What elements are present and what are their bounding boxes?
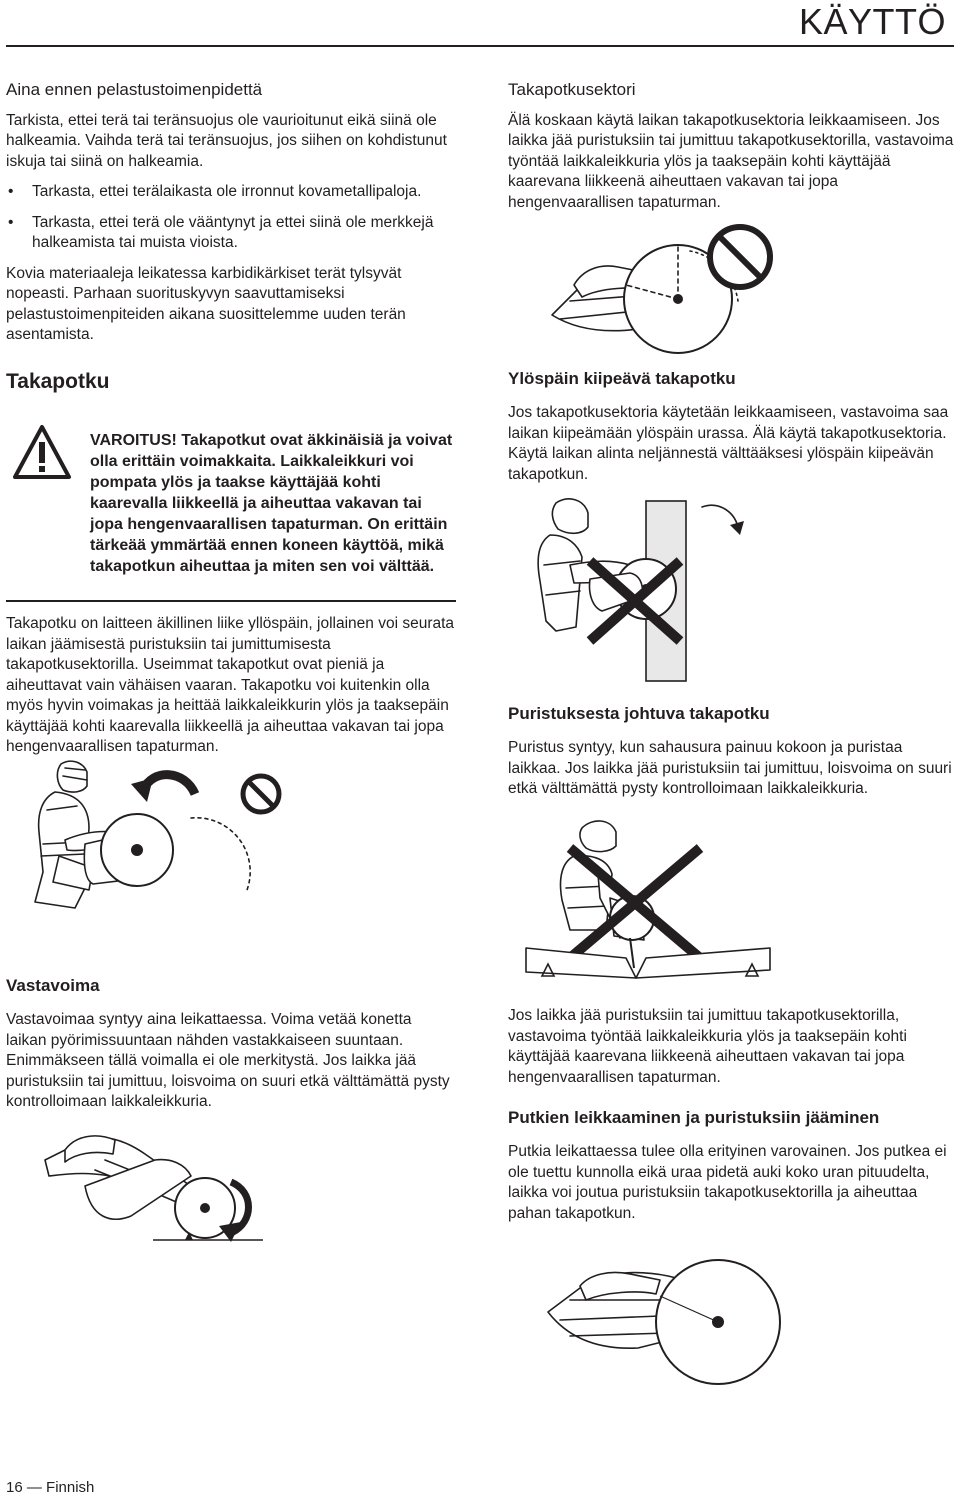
kickback-sector-title: Takapotkusektori xyxy=(508,80,636,99)
page-number: 16 xyxy=(6,1479,23,1496)
reaction-force-paragraph: Vastavoimaa syntyy aina leikattaessa. Voima vetää konetta laikan pyörimissuuntaan nähden vastakkaiseen suuntaan. Enimmäkseen tällä voimalla ei ole merkitystä. Jos laikka jää puristuksiin tai jumittuu, loisvoima on suuri etkä välttämättä pysty kontrolloimaan laikkaleikkuria. xyxy=(6,1011,450,1110)
warning-triangle-icon xyxy=(12,424,72,480)
reaction-force-title: Vastavoima xyxy=(6,976,100,995)
kickback-sector-section xyxy=(508,80,954,213)
pinch-kickback-title: Puristuksesta johtuva takapotku xyxy=(508,704,770,723)
pinch-kickback-illustration xyxy=(520,818,780,983)
before-rescue-intro: Tarkista, ettei terä tai teränsuojus ole vaurioitunut eikä siinä ole halkeamia. Vaihda terä tai teränsuojus, jos siihen on kohdistunut iskuja tai siinä on halkeamia. xyxy=(6,111,447,170)
operator-kickback-illustration xyxy=(25,760,295,910)
kickback-sector-paragraph: Älä koskaan käytä laikan takapotkusektoria leikkaamiseen. Jos laikka jää puristuksiin tai jumittuu takapotkusektorilla, vastavoima työntää laikkaleikkuria ylös ja taaksepäin kohti käyttäjää kaarevana liikkeenä aiheuttaen vakavan tai jopa hengenvaarallisen tapaturman. xyxy=(508,111,954,211)
warning-rule xyxy=(6,600,456,602)
pipes-paragraph: Putkia leikattaessa tulee olla erityinen varovainen. Jos putkea ei ole tuettu kunnolla eikä uraa pidetä auki koko uran pituudelta, laikka voi joutua puristuksiin takapotkusektorilla ja aiheuttaa pahan takapotkun. xyxy=(508,1143,947,1222)
kickback-title: Takapotku xyxy=(6,370,110,393)
check-list xyxy=(6,182,456,254)
section-title: KÄYTTÖ xyxy=(798,1,946,42)
page-footer xyxy=(6,1479,94,1496)
kickback-paragraph: Takapotku on laitteen äkillinen liike yllöspäin, jollainen voi seurata laikan jäämisestä puristuksiin tai jumittumisesta takapotkusektorilla. Useimmat takapotkut ovat pieniä ja aiheuttavat vain vähäisen vaaran. Takapotku voi kuitenkin olla myös hyvin voimakas ja heittää laikkaleikkurin ylös ja taaksepäin käyttäjää kohti kaarevalla liikkeellä ja aiheuttaa vakavan tai jopa hengenvaarallisen tapaturman. xyxy=(6,615,455,755)
footer-language: Finnish xyxy=(46,1479,95,1496)
footer-dash: — xyxy=(26,1479,42,1496)
before-rescue-title: Aina ennen pelastustoimenpidettä xyxy=(6,80,263,99)
pinch-kickback-paragraph: Puristus syntyy, kun sahausura painuu kokoon ja puristaa laikkaa. Jos laikka jää puristuksiin tai jumittuu, loisvoima on suuri etkä välttämättä pysty kontrolloimaan laikkaleikkuria. xyxy=(508,739,952,797)
check-list-item: • Tarkasta, ettei terälaikasta ole irronnut kovametallipaloja. xyxy=(6,182,456,203)
climbing-kickback-paragraph: Jos takapotkusektoria käytetään leikkaamiseen, vastavoima saa laikan kiipeämään ylöspäin urassa. Älä käytä takapotkusektoria. Käytä laikan alinta neljännestä välttääksesi ylöspäin kiipeävän takapotkun. xyxy=(508,404,949,483)
pipe-cutting-illustration xyxy=(540,1240,790,1400)
pipes-title: Putkien leikkaaminen ja puristuksiin jääminen xyxy=(508,1108,880,1127)
check-list-item: • Tarkasta, ettei terä ole vääntynyt ja ettei siinä ole merkkejä halkeamista tai muista vioista. xyxy=(6,213,456,254)
header-rule xyxy=(6,45,954,47)
reaction-force-illustration xyxy=(35,1130,275,1255)
before-rescue-section xyxy=(6,80,456,346)
climbing-kickback-title: Ylöspäin kiipeävä takapotku xyxy=(508,369,736,388)
kickback-sector-illustration xyxy=(540,215,780,355)
pinch-followup-paragraph: Jos laikka jää puristuksiin tai jumittuu takapotkusektorilla, vastavoima työntää laikkaleikkuria ylös ja taaksepäin kohti käyttäjää kaarevana liikkeenä aiheuttaen vakavan tai jopa hengenvaarallisen tapaturman. xyxy=(508,1007,907,1086)
climbing-kickback-illustration xyxy=(530,495,790,690)
carbide-paragraph: Kovia materiaaleja leikatessa karbidikärkiset terät tylsyvät nopeasti. Parhaan suorituskyvyn saavuttamiseksi pelastustoimenpiteiden aikana suosittelemme uuden terän asentamista. xyxy=(6,264,406,343)
warning-text: VAROITUS! Takapotkut ovat äkkinäisiä ja voivat olla erittäin voimakkaita. Laikkaleikkuri voi pompata ylös ja taakse käyttäjää kohti kaarevalla liikkeellä ja aiheuttaa vakavan tai jopa hengenvaarallisen tapaturman. On erittäin tärkeää ymmärtää ennen koneen käyttöä, mikä takapotkun aiheuttaa ja miten sen voi välttää. xyxy=(90,432,453,575)
